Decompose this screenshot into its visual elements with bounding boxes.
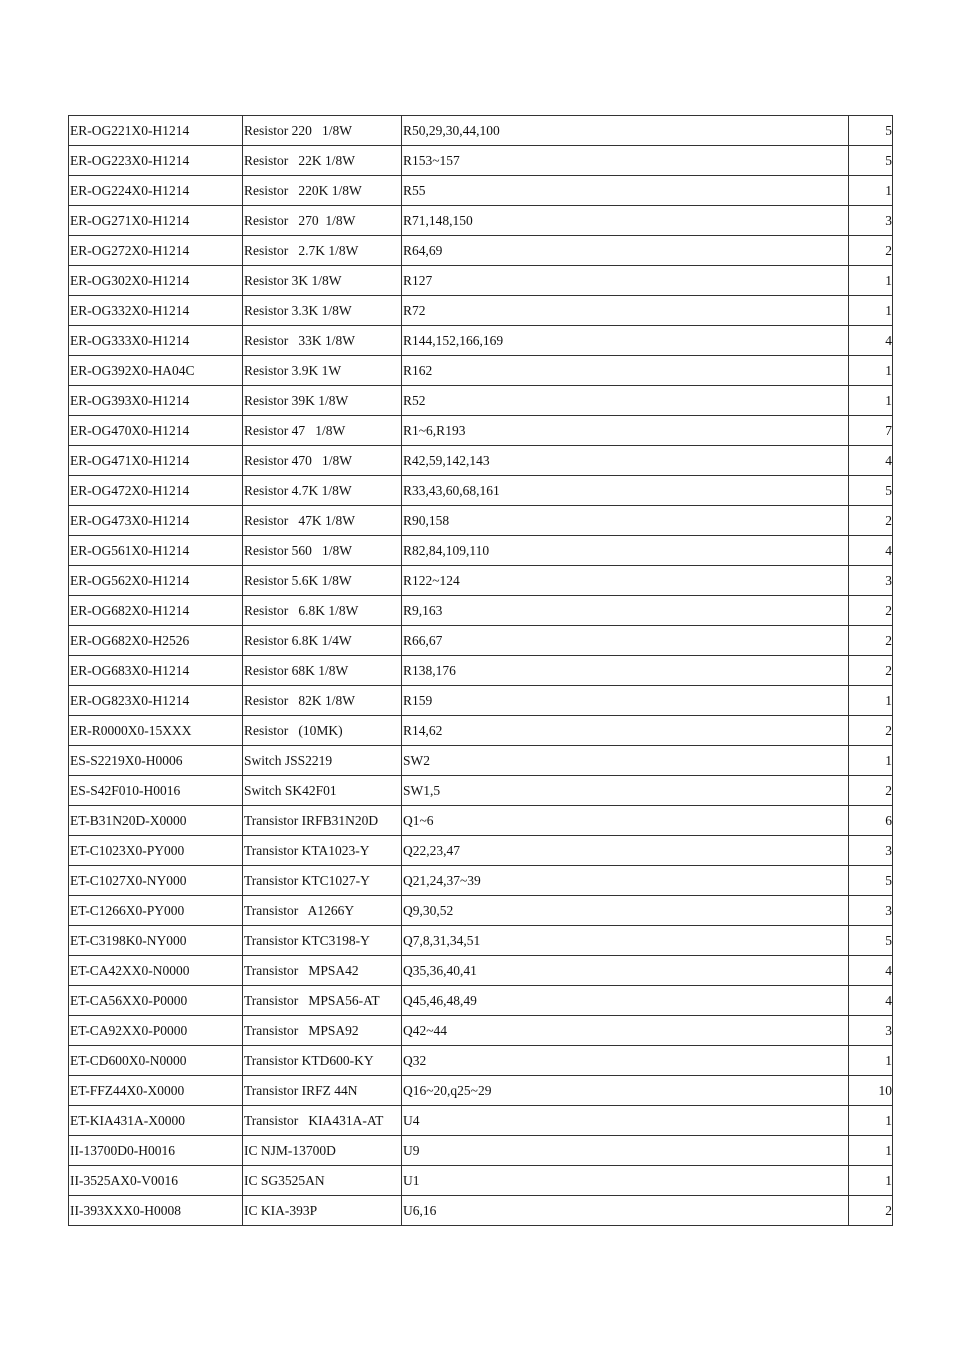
reference-cell: R90,158 (402, 506, 849, 536)
quantity-cell: 1 (849, 746, 893, 776)
table-row (69, 716, 893, 746)
table-row (69, 146, 893, 176)
quantity-cell: 2 (849, 716, 893, 746)
description-cell: Transistor A1266Y (243, 896, 402, 926)
description-cell: Resistor 4.7K 1/8W (243, 476, 402, 506)
description-cell: Resistor 3.3K 1/8W (243, 296, 402, 326)
part-number-cell: ER-OG393X0-H1214 (69, 386, 243, 416)
description-cell: Resistor 39K 1/8W (243, 386, 402, 416)
part-number-cell: ER-OG682X0-H1214 (69, 596, 243, 626)
reference-cell: R153~157 (402, 146, 849, 176)
part-number-cell: ER-OG470X0-H1214 (69, 416, 243, 446)
table-row (69, 806, 893, 836)
quantity-cell: 2 (849, 236, 893, 266)
table-row (69, 566, 893, 596)
table-row (69, 506, 893, 536)
part-number-cell: ER-OG302X0-H1214 (69, 266, 243, 296)
table-row (69, 926, 893, 956)
part-number-cell: ER-OG472X0-H1214 (69, 476, 243, 506)
quantity-cell: 2 (849, 596, 893, 626)
table-row (69, 1016, 893, 1046)
reference-cell: U4 (402, 1106, 849, 1136)
reference-cell: R127 (402, 266, 849, 296)
part-number-cell: ER-OG823X0-H1214 (69, 686, 243, 716)
quantity-cell: 3 (849, 896, 893, 926)
part-number-cell: ET-FFZ44X0-X0000 (69, 1076, 243, 1106)
quantity-cell: 1 (849, 386, 893, 416)
reference-cell: R72 (402, 296, 849, 326)
table-row (69, 236, 893, 266)
reference-cell: Q16~20,q25~29 (402, 1076, 849, 1106)
parts-table (68, 115, 893, 1226)
quantity-cell: 1 (849, 686, 893, 716)
table-row (69, 866, 893, 896)
reference-cell: U9 (402, 1136, 849, 1166)
reference-cell: Q22,23,47 (402, 836, 849, 866)
table-row (69, 446, 893, 476)
reference-cell: R52 (402, 386, 849, 416)
quantity-cell: 4 (849, 536, 893, 566)
quantity-cell: 4 (849, 446, 893, 476)
table-row (69, 536, 893, 566)
table-row (69, 776, 893, 806)
table-row (69, 746, 893, 776)
reference-cell: R71,148,150 (402, 206, 849, 236)
description-cell: Transistor IRFZ 44N (243, 1076, 402, 1106)
description-cell: Switch JSS2219 (243, 746, 402, 776)
part-number-cell: ER-OG471X0-H1214 (69, 446, 243, 476)
table-row (69, 1196, 893, 1226)
description-cell: Transistor KTC3198-Y (243, 926, 402, 956)
quantity-cell: 2 (849, 1196, 893, 1226)
description-cell: Transistor KTC1027-Y (243, 866, 402, 896)
reference-cell: Q42~44 (402, 1016, 849, 1046)
table-row (69, 476, 893, 506)
description-cell: Transistor KIA431A-AT (243, 1106, 402, 1136)
reference-cell: R159 (402, 686, 849, 716)
reference-cell: Q1~6 (402, 806, 849, 836)
table-row (69, 686, 893, 716)
table-row (69, 116, 893, 146)
table-row (69, 326, 893, 356)
part-number-cell: ER-OG223X0-H1214 (69, 146, 243, 176)
description-cell: Switch SK42F01 (243, 776, 402, 806)
quantity-cell: 4 (849, 326, 893, 356)
part-number-cell: ET-CA42XX0-N0000 (69, 956, 243, 986)
table-row (69, 1166, 893, 1196)
table-row (69, 626, 893, 656)
description-cell: Resistor 2.7K 1/8W (243, 236, 402, 266)
part-number-cell: ER-OG562X0-H1214 (69, 566, 243, 596)
part-number-cell: ER-OG683X0-H1214 (69, 656, 243, 686)
description-cell: Resistor 6.8K 1/4W (243, 626, 402, 656)
reference-cell: R138,176 (402, 656, 849, 686)
quantity-cell: 2 (849, 626, 893, 656)
reference-cell: Q21,24,37~39 (402, 866, 849, 896)
part-number-cell: ES-S42F010-H0016 (69, 776, 243, 806)
table-row (69, 356, 893, 386)
part-number-cell: ER-OG392X0-HA04C (69, 356, 243, 386)
reference-cell: SW2 (402, 746, 849, 776)
reference-cell: U6,16 (402, 1196, 849, 1226)
quantity-cell: 3 (849, 1016, 893, 1046)
description-cell: Transistor KTA1023-Y (243, 836, 402, 866)
description-cell: Transistor MPSA42 (243, 956, 402, 986)
table-row (69, 296, 893, 326)
quantity-cell: 4 (849, 986, 893, 1016)
reference-cell: Q35,36,40,41 (402, 956, 849, 986)
table-row (69, 416, 893, 446)
reference-cell: R42,59,142,143 (402, 446, 849, 476)
quantity-cell: 1 (849, 1136, 893, 1166)
part-number-cell: ET-CA92XX0-P0000 (69, 1016, 243, 1046)
part-number-cell: ET-C1266X0-PY000 (69, 896, 243, 926)
part-number-cell: II-393XXX0-H0008 (69, 1196, 243, 1226)
part-number-cell: ET-C1027X0-NY000 (69, 866, 243, 896)
reference-cell: R66,67 (402, 626, 849, 656)
reference-cell: R14,62 (402, 716, 849, 746)
description-cell: Resistor 270 1/8W (243, 206, 402, 236)
table-row (69, 206, 893, 236)
quantity-cell: 5 (849, 116, 893, 146)
description-cell: Resistor 220K 1/8W (243, 176, 402, 206)
quantity-cell: 5 (849, 926, 893, 956)
description-cell: Resistor 22K 1/8W (243, 146, 402, 176)
part-number-cell: II-13700D0-H0016 (69, 1136, 243, 1166)
part-number-cell: ER-OG333X0-H1214 (69, 326, 243, 356)
table-row (69, 1046, 893, 1076)
table-row (69, 656, 893, 686)
quantity-cell: 1 (849, 1106, 893, 1136)
table-row (69, 836, 893, 866)
reference-cell: Q32 (402, 1046, 849, 1076)
quantity-cell: 4 (849, 956, 893, 986)
description-cell: Resistor 470 1/8W (243, 446, 402, 476)
quantity-cell: 5 (849, 866, 893, 896)
description-cell: Resistor 5.6K 1/8W (243, 566, 402, 596)
parts-table-body (69, 116, 893, 1226)
part-number-cell: ER-R0000X0-15XXX (69, 716, 243, 746)
description-cell: Transistor IRFB31N20D (243, 806, 402, 836)
table-row (69, 1136, 893, 1166)
table-row (69, 266, 893, 296)
quantity-cell: 3 (849, 836, 893, 866)
reference-cell: R162 (402, 356, 849, 386)
reference-cell: R122~124 (402, 566, 849, 596)
part-number-cell: ER-OG561X0-H1214 (69, 536, 243, 566)
quantity-cell: 1 (849, 296, 893, 326)
part-number-cell: ER-OG224X0-H1214 (69, 176, 243, 206)
description-cell: Resistor 68K 1/8W (243, 656, 402, 686)
reference-cell: R144,152,166,169 (402, 326, 849, 356)
part-number-cell: ET-B31N20D-X0000 (69, 806, 243, 836)
part-number-cell: ET-CD600X0-N0000 (69, 1046, 243, 1076)
table-row (69, 896, 893, 926)
reference-cell: R33,43,60,68,161 (402, 476, 849, 506)
reference-cell: R64,69 (402, 236, 849, 266)
description-cell: Resistor (10MK) (243, 716, 402, 746)
reference-cell: R55 (402, 176, 849, 206)
quantity-cell: 2 (849, 506, 893, 536)
part-number-cell: ER-OG332X0-H1214 (69, 296, 243, 326)
table-row (69, 986, 893, 1016)
quantity-cell: 10 (849, 1076, 893, 1106)
description-cell: Resistor 6.8K 1/8W (243, 596, 402, 626)
table-row (69, 596, 893, 626)
description-cell: IC KIA-393P (243, 1196, 402, 1226)
quantity-cell: 1 (849, 356, 893, 386)
part-number-cell: ER-OG682X0-H2526 (69, 626, 243, 656)
description-cell: Resistor 3K 1/8W (243, 266, 402, 296)
reference-cell: SW1,5 (402, 776, 849, 806)
quantity-cell: 3 (849, 566, 893, 596)
description-cell: Resistor 3.9K 1W (243, 356, 402, 386)
description-cell: Resistor 82K 1/8W (243, 686, 402, 716)
description-cell: Resistor 220 1/8W (243, 116, 402, 146)
part-number-cell: ER-OG271X0-H1214 (69, 206, 243, 236)
reference-cell: R50,29,30,44,100 (402, 116, 849, 146)
reference-cell: Q45,46,48,49 (402, 986, 849, 1016)
part-number-cell: ET-KIA431A-X0000 (69, 1106, 243, 1136)
reference-cell: R82,84,109,110 (402, 536, 849, 566)
part-number-cell: ET-C3198K0-NY000 (69, 926, 243, 956)
description-cell: IC NJM-13700D (243, 1136, 402, 1166)
quantity-cell: 1 (849, 176, 893, 206)
quantity-cell: 6 (849, 806, 893, 836)
description-cell: Resistor 47 1/8W (243, 416, 402, 446)
description-cell: Resistor 560 1/8W (243, 536, 402, 566)
quantity-cell: 5 (849, 146, 893, 176)
table-row (69, 1076, 893, 1106)
quantity-cell: 2 (849, 776, 893, 806)
part-number-cell: ET-C1023X0-PY000 (69, 836, 243, 866)
table-row (69, 1106, 893, 1136)
table-row (69, 386, 893, 416)
quantity-cell: 7 (849, 416, 893, 446)
description-cell: Resistor 47K 1/8W (243, 506, 402, 536)
description-cell: Transistor KTD600-KY (243, 1046, 402, 1076)
part-number-cell: ET-CA56XX0-P0000 (69, 986, 243, 1016)
quantity-cell: 1 (849, 1166, 893, 1196)
quantity-cell: 2 (849, 656, 893, 686)
table-row (69, 176, 893, 206)
part-number-cell: ER-OG473X0-H1214 (69, 506, 243, 536)
part-number-cell: ER-OG221X0-H1214 (69, 116, 243, 146)
part-number-cell: ER-OG272X0-H1214 (69, 236, 243, 266)
quantity-cell: 5 (849, 476, 893, 506)
part-number-cell: ES-S2219X0-H0006 (69, 746, 243, 776)
description-cell: IC SG3525AN (243, 1166, 402, 1196)
quantity-cell: 1 (849, 266, 893, 296)
description-cell: Transistor MPSA92 (243, 1016, 402, 1046)
description-cell: Transistor MPSA56-AT (243, 986, 402, 1016)
reference-cell: R1~6,R193 (402, 416, 849, 446)
reference-cell: Q7,8,31,34,51 (402, 926, 849, 956)
reference-cell: R9,163 (402, 596, 849, 626)
reference-cell: Q9,30,52 (402, 896, 849, 926)
quantity-cell: 1 (849, 1046, 893, 1076)
part-number-cell: II-3525AX0-V0016 (69, 1166, 243, 1196)
table-row (69, 956, 893, 986)
description-cell: Resistor 33K 1/8W (243, 326, 402, 356)
reference-cell: U1 (402, 1166, 849, 1196)
quantity-cell: 3 (849, 206, 893, 236)
